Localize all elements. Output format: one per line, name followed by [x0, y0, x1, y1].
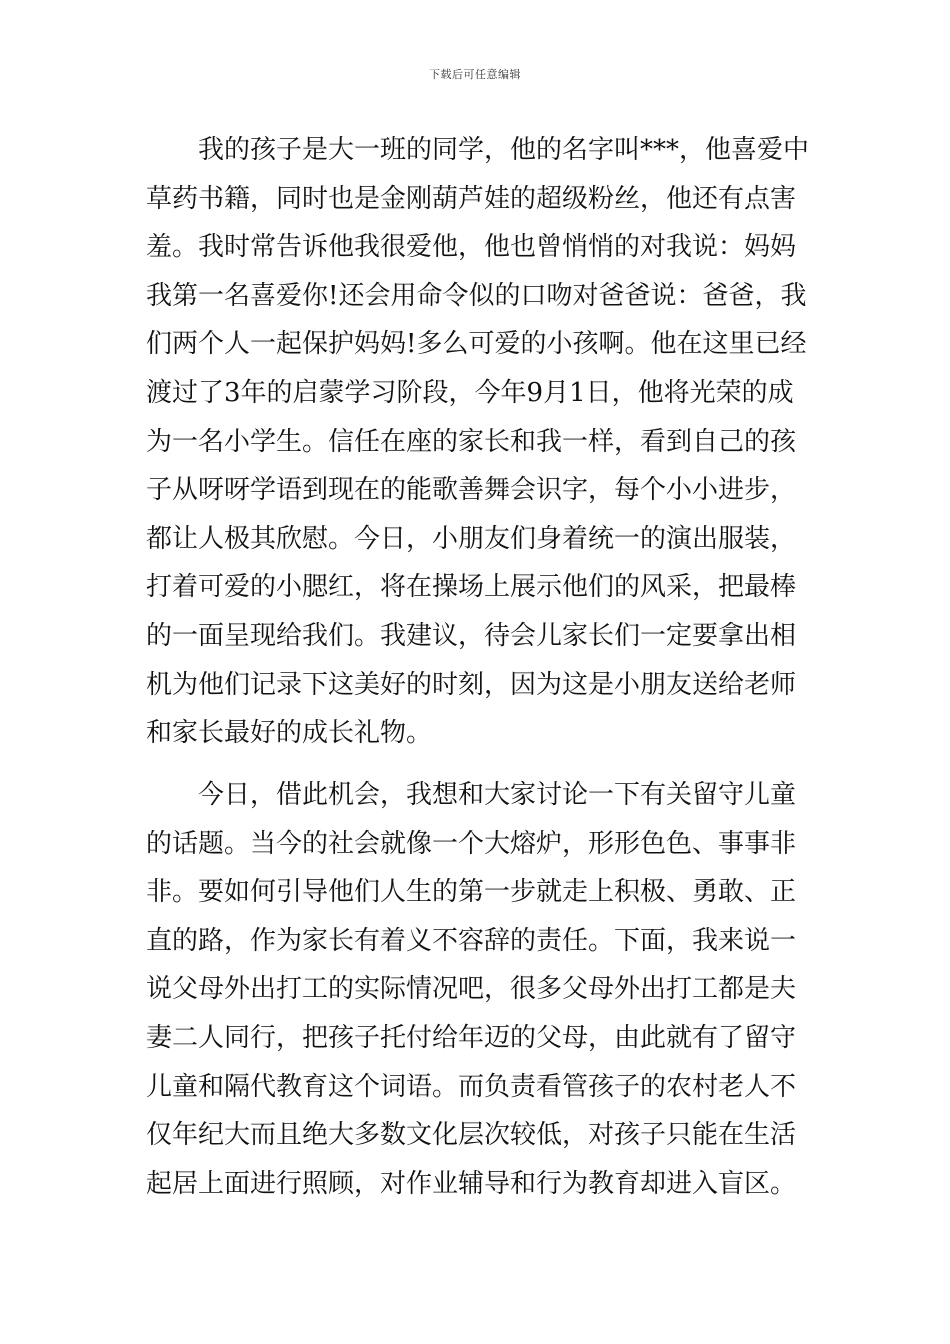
paragraph-line: 机为他们记录下这美好的时刻，因为这是小朋友送给老师: [146, 669, 797, 700]
paragraph-line: 打着可爱的小腮红，将在操场上展示他们的风采，把最棒: [146, 572, 797, 603]
paragraph-line: 说父母外出打工的实际情况吧，很多父母外出打工都是夫: [146, 974, 797, 1005]
paragraph-line: 们两个人一起保护妈妈!多么可爱的小孩啊。他在这里已经: [146, 329, 807, 360]
paragraph-line: 我的孩子是大一班的同学，他的名字叫***，他喜爱中: [146, 135, 810, 165]
paragraph-1: [146, 126, 810, 758]
page-header: 下载后可任意编辑: [429, 68, 521, 81]
paragraph-line: 儿童和隔代教育这个词语。而负责看管孩子的农村老人不: [146, 1071, 797, 1102]
paragraph-line: 妻二人同行，把孩子托付给年迈的父母，由此就有了留守: [146, 1022, 797, 1053]
paragraph-line: 今日，借此机会，我想和大家讨论一下有关留守儿童: [146, 780, 797, 810]
paragraph-line: 的话题。当今的社会就像一个大熔炉，形形色色、事事非: [146, 828, 797, 859]
paragraph-line: 都让人极其欣慰。今日，小朋友们身着统一的演出服装，: [146, 523, 797, 554]
paragraph-line: 的一面呈现给我们。我建议，待会儿家长们一定要拿出相: [146, 620, 797, 651]
paragraph-line: 为一名小学生。信任在座的家长和我一样，看到自己的孩: [146, 426, 797, 457]
paragraph-line: 我第一名喜爱你!还会用命令似的口吻对爸爸说：爸爸，我: [146, 280, 807, 311]
paragraph-line: 草药书籍，同时也是金刚葫芦娃的超级粉丝，他还有点害: [146, 183, 797, 214]
paragraph-line: 羞。我时常告诉他我很爱他，他也曾悄悄的对我说：妈妈: [146, 232, 797, 263]
paragraph-line: 子从呀呀学语到现在的能歌善舞会识字，每个小小进步，: [146, 475, 797, 506]
paragraph-line: 仅年纪大而且绝大多数文化层次较低，对孩子只能在生活: [146, 1120, 797, 1151]
paragraph-line: 和家长最好的成长礼物。: [146, 718, 433, 749]
paragraph-line: 非。要如何引导他们人生的第一步就走上积极、勇敢、正: [146, 877, 797, 908]
paragraph-line: 直的路，作为家长有着义不容辞的责任。下面，我来说一: [146, 925, 797, 956]
paragraph-line: 渡过了3年的启蒙学习阶段，今年9月1日，他将光荣的成: [146, 377, 794, 408]
paragraph-line: 起居上面进行照顾，对作业辅导和行为教育却进入盲区。: [146, 1168, 797, 1199]
paragraph-2: [146, 771, 810, 1208]
